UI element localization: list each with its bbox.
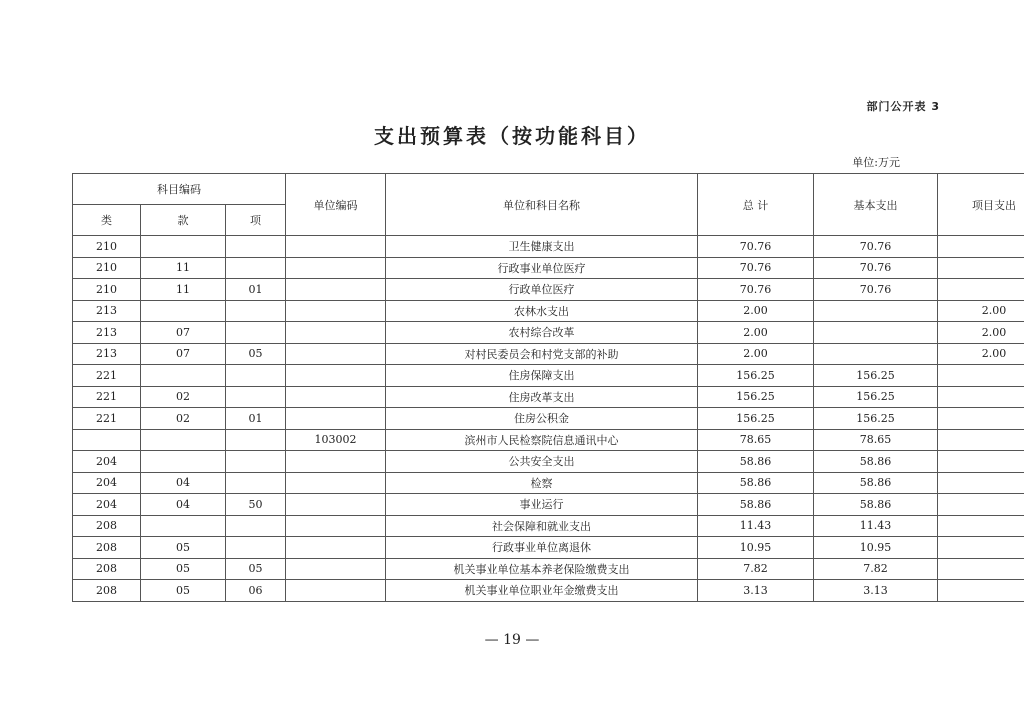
header-name: 单位和科目名称 bbox=[386, 174, 698, 236]
cell-project: 2.00 bbox=[938, 322, 1024, 344]
cell-name: 卫生健康支出 bbox=[386, 236, 698, 258]
cell-unit-code bbox=[286, 300, 386, 322]
cell-unit-code bbox=[286, 515, 386, 537]
cell-total: 3.13 bbox=[698, 580, 814, 602]
header-kuan: 款 bbox=[141, 205, 226, 236]
cell-basic: 70.76 bbox=[814, 279, 938, 301]
cell-xiang bbox=[226, 451, 286, 473]
cell-lei: 210 bbox=[73, 236, 141, 258]
cell-total: 58.86 bbox=[698, 494, 814, 516]
table-row bbox=[73, 429, 1024, 451]
cell-xiang bbox=[226, 386, 286, 408]
cell-project bbox=[938, 558, 1024, 580]
table-row bbox=[73, 408, 1024, 430]
header-lei: 类 bbox=[73, 205, 141, 236]
cell-xiang: 05 bbox=[226, 558, 286, 580]
cell-project bbox=[938, 408, 1024, 430]
cell-project bbox=[938, 236, 1024, 258]
cell-xiang: 01 bbox=[226, 408, 286, 430]
cell-lei: 213 bbox=[73, 300, 141, 322]
cell-name: 机关事业单位基本养老保险缴费支出 bbox=[386, 558, 698, 580]
cell-name: 行政事业单位医疗 bbox=[386, 257, 698, 279]
cell-xiang bbox=[226, 300, 286, 322]
table-row bbox=[73, 451, 1024, 473]
cell-kuan: 11 bbox=[141, 257, 226, 279]
cell-kuan: 02 bbox=[141, 408, 226, 430]
unit-label: 单位:万元 bbox=[852, 156, 900, 169]
cell-total: 10.95 bbox=[698, 537, 814, 559]
cell-project bbox=[938, 429, 1024, 451]
cell-xiang bbox=[226, 236, 286, 258]
table-row bbox=[73, 558, 1024, 580]
cell-basic: 10.95 bbox=[814, 537, 938, 559]
cell-total: 58.86 bbox=[698, 451, 814, 473]
cell-lei: 210 bbox=[73, 279, 141, 301]
cell-kuan bbox=[141, 300, 226, 322]
cell-basic: 58.86 bbox=[814, 451, 938, 473]
cell-kuan: 05 bbox=[141, 580, 226, 602]
cell-kuan bbox=[141, 365, 226, 387]
cell-total: 2.00 bbox=[698, 343, 814, 365]
cell-project bbox=[938, 537, 1024, 559]
cell-total: 2.00 bbox=[698, 322, 814, 344]
cell-unit-code bbox=[286, 386, 386, 408]
cell-name: 对村民委员会和村党支部的补助 bbox=[386, 343, 698, 365]
cell-lei: 204 bbox=[73, 451, 141, 473]
table-row bbox=[73, 300, 1024, 322]
cell-name: 住房保障支出 bbox=[386, 365, 698, 387]
cell-kuan bbox=[141, 429, 226, 451]
cell-xiang bbox=[226, 537, 286, 559]
cell-basic: 11.43 bbox=[814, 515, 938, 537]
cell-unit-code bbox=[286, 322, 386, 344]
cell-unit-code: 103002 bbox=[286, 429, 386, 451]
table-row bbox=[73, 494, 1024, 516]
cell-lei: 204 bbox=[73, 494, 141, 516]
page-number: — 19 — bbox=[484, 632, 540, 648]
cell-kuan: 05 bbox=[141, 537, 226, 559]
cell-project: 2.00 bbox=[938, 300, 1024, 322]
cell-basic: 156.25 bbox=[814, 408, 938, 430]
cell-lei: 208 bbox=[73, 558, 141, 580]
cell-basic: 58.86 bbox=[814, 494, 938, 516]
cell-kuan: 02 bbox=[141, 386, 226, 408]
cell-project bbox=[938, 515, 1024, 537]
cell-name: 社会保障和就业支出 bbox=[386, 515, 698, 537]
cell-unit-code bbox=[286, 558, 386, 580]
cell-total: 58.86 bbox=[698, 472, 814, 494]
cell-xiang: 50 bbox=[226, 494, 286, 516]
cell-unit-code bbox=[286, 494, 386, 516]
cell-kuan: 05 bbox=[141, 558, 226, 580]
cell-project bbox=[938, 279, 1024, 301]
cell-xiang bbox=[226, 322, 286, 344]
cell-lei: 221 bbox=[73, 386, 141, 408]
cell-basic bbox=[814, 300, 938, 322]
cell-lei: 208 bbox=[73, 515, 141, 537]
cell-basic: 156.25 bbox=[814, 365, 938, 387]
table-row bbox=[73, 343, 1024, 365]
cell-total: 11.43 bbox=[698, 515, 814, 537]
cell-kuan: 11 bbox=[141, 279, 226, 301]
cell-xiang bbox=[226, 365, 286, 387]
cell-name: 住房改革支出 bbox=[386, 386, 698, 408]
cell-basic: 70.76 bbox=[814, 236, 938, 258]
cell-unit-code bbox=[286, 472, 386, 494]
cell-basic bbox=[814, 343, 938, 365]
cell-total: 70.76 bbox=[698, 257, 814, 279]
cell-kuan: 04 bbox=[141, 494, 226, 516]
table-row bbox=[73, 365, 1024, 387]
cell-project: 2.00 bbox=[938, 343, 1024, 365]
cell-total: 7.82 bbox=[698, 558, 814, 580]
cell-project bbox=[938, 472, 1024, 494]
budget-table bbox=[72, 173, 1024, 602]
cell-name: 事业运行 bbox=[386, 494, 698, 516]
cell-kuan: 07 bbox=[141, 343, 226, 365]
cell-name: 住房公积金 bbox=[386, 408, 698, 430]
table-row bbox=[73, 386, 1024, 408]
cell-kuan bbox=[141, 451, 226, 473]
cell-total: 156.25 bbox=[698, 408, 814, 430]
cell-total: 78.65 bbox=[698, 429, 814, 451]
cell-xiang: 06 bbox=[226, 580, 286, 602]
cell-unit-code bbox=[286, 236, 386, 258]
cell-name: 滨州市人民检察院信息通讯中心 bbox=[386, 429, 698, 451]
cell-basic: 7.82 bbox=[814, 558, 938, 580]
cell-project bbox=[938, 386, 1024, 408]
cell-xiang bbox=[226, 472, 286, 494]
cell-name: 行政单位医疗 bbox=[386, 279, 698, 301]
cell-name: 检察 bbox=[386, 472, 698, 494]
cell-basic bbox=[814, 322, 938, 344]
cell-basic: 70.76 bbox=[814, 257, 938, 279]
cell-xiang bbox=[226, 515, 286, 537]
cell-total: 2.00 bbox=[698, 300, 814, 322]
cell-xiang bbox=[226, 257, 286, 279]
cell-total: 70.76 bbox=[698, 236, 814, 258]
cell-unit-code bbox=[286, 408, 386, 430]
cell-basic: 78.65 bbox=[814, 429, 938, 451]
table-row bbox=[73, 515, 1024, 537]
table-row bbox=[73, 236, 1024, 258]
cell-total: 156.25 bbox=[698, 386, 814, 408]
cell-kuan bbox=[141, 236, 226, 258]
cell-unit-code bbox=[286, 451, 386, 473]
header-total: 总 计 bbox=[698, 174, 814, 236]
cell-lei: 213 bbox=[73, 343, 141, 365]
cell-unit-code bbox=[286, 580, 386, 602]
cell-xiang bbox=[226, 429, 286, 451]
cell-lei: 213 bbox=[73, 322, 141, 344]
cell-project bbox=[938, 365, 1024, 387]
page-title: 支出预算表（按功能科目） bbox=[374, 124, 650, 148]
table-row bbox=[73, 279, 1024, 301]
cell-unit-code bbox=[286, 365, 386, 387]
cell-lei bbox=[73, 429, 141, 451]
cell-name: 农林水支出 bbox=[386, 300, 698, 322]
cell-lei: 221 bbox=[73, 408, 141, 430]
table-row bbox=[73, 322, 1024, 344]
cell-unit-code bbox=[286, 537, 386, 559]
cell-basic: 156.25 bbox=[814, 386, 938, 408]
cell-name: 机关事业单位职业年金缴费支出 bbox=[386, 580, 698, 602]
cell-name: 公共安全支出 bbox=[386, 451, 698, 473]
header-subject-code: 科目编码 bbox=[73, 174, 286, 205]
header-unit-code: 单位编码 bbox=[286, 174, 386, 236]
cell-lei: 208 bbox=[73, 580, 141, 602]
cell-unit-code bbox=[286, 279, 386, 301]
table-body bbox=[73, 236, 1024, 602]
cell-project bbox=[938, 494, 1024, 516]
cell-basic: 58.86 bbox=[814, 472, 938, 494]
cell-xiang: 01 bbox=[226, 279, 286, 301]
header-basic: 基本支出 bbox=[814, 174, 938, 236]
cell-total: 156.25 bbox=[698, 365, 814, 387]
cell-xiang: 05 bbox=[226, 343, 286, 365]
cell-project bbox=[938, 257, 1024, 279]
cell-unit-code bbox=[286, 257, 386, 279]
table-row bbox=[73, 257, 1024, 279]
cell-name: 行政事业单位离退休 bbox=[386, 537, 698, 559]
cell-unit-code bbox=[286, 343, 386, 365]
cell-total: 70.76 bbox=[698, 279, 814, 301]
cell-lei: 210 bbox=[73, 257, 141, 279]
cell-lei: 204 bbox=[73, 472, 141, 494]
header-xiang: 项 bbox=[226, 205, 286, 236]
cell-project bbox=[938, 580, 1024, 602]
table-row bbox=[73, 472, 1024, 494]
cell-kuan: 04 bbox=[141, 472, 226, 494]
header-project: 项目支出 bbox=[938, 174, 1024, 236]
cell-kuan bbox=[141, 515, 226, 537]
form-number: 部门公开表 3 bbox=[866, 100, 940, 113]
cell-lei: 208 bbox=[73, 537, 141, 559]
cell-kuan: 07 bbox=[141, 322, 226, 344]
table-row bbox=[73, 580, 1024, 602]
cell-basic: 3.13 bbox=[814, 580, 938, 602]
cell-project bbox=[938, 451, 1024, 473]
cell-name: 农村综合改革 bbox=[386, 322, 698, 344]
cell-lei: 221 bbox=[73, 365, 141, 387]
table-row bbox=[73, 537, 1024, 559]
